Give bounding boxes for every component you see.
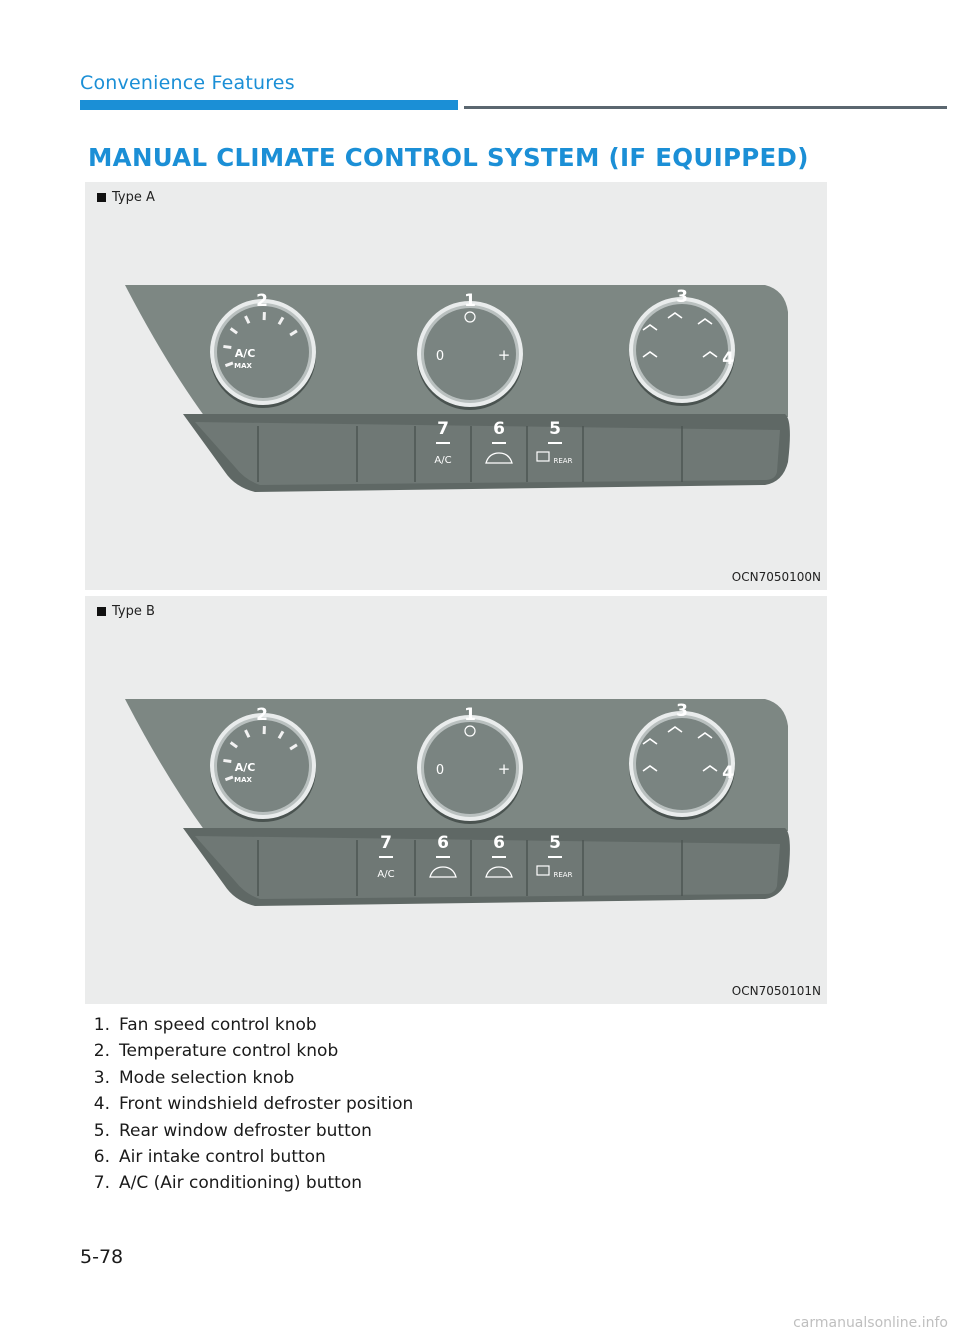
ac-button-label: A/C (377, 869, 395, 880)
callout-number: 7 (437, 419, 449, 439)
list-item: 7. A/C (Air conditioning) button (93, 1173, 363, 1194)
ac-max-label: MAX (234, 362, 252, 370)
temp-scale-mark (223, 760, 231, 761)
list-item: 4. Front windshield defroster position (93, 1094, 414, 1115)
fan-plus-label: + (497, 346, 511, 364)
figure-code: OCN7050100N (731, 570, 821, 584)
list-item: 3. Mode selection knob (93, 1067, 295, 1088)
fan-min-label: 0 (435, 763, 445, 778)
panel-group (125, 699, 790, 906)
panel-group (125, 285, 790, 492)
rear-button-label: REAR (553, 871, 573, 879)
callout-number: 1 (464, 291, 476, 311)
fan-min-label: 0 (435, 349, 445, 364)
callout-number: 2 (256, 705, 268, 725)
ac-button-label: A/C (434, 455, 452, 466)
button-strip (195, 422, 780, 485)
callout-number: 3 (676, 701, 688, 721)
callout-number: 6 (437, 833, 449, 853)
callout-number: 3 (676, 287, 688, 307)
figure-type-b (85, 596, 827, 1004)
callout-number: 4 (722, 763, 734, 783)
list-item: 1. Fan speed control knob (93, 1015, 317, 1035)
figure-label-text: Type B (112, 604, 155, 619)
list-item: 2. Temperature control knob (93, 1041, 339, 1062)
figure-label-text: Type A (112, 190, 155, 205)
component-list (88, 1012, 413, 1197)
button-strip (195, 836, 780, 899)
climate-panel-illustration (85, 182, 827, 590)
callout-number: 1 (464, 705, 476, 725)
callout-number: 6 (493, 419, 505, 439)
page-title: MANUAL CLIMATE CONTROL SYSTEM (IF EQUIPPED) (88, 143, 809, 172)
list-item: 5. Rear window defroster button (93, 1120, 372, 1141)
callout-number: 2 (256, 291, 268, 311)
ac-max-label: MAX (234, 776, 252, 784)
page-number: 5-78 (80, 1246, 124, 1268)
figure-code: OCN7050101N (731, 984, 821, 998)
ac-max-label: A/C (234, 761, 256, 774)
callout-number: 6 (493, 833, 505, 853)
callout-number: 4 (722, 349, 734, 369)
callout-number: 7 (380, 833, 392, 853)
figure-type-a (85, 182, 827, 590)
section-header: Convenience Features (80, 72, 295, 94)
temp-scale-mark (223, 346, 231, 347)
ac-max-label: A/C (234, 347, 256, 360)
fan-plus-label: + (497, 760, 511, 778)
climate-panel-illustration (85, 596, 827, 1004)
callout-number: 5 (549, 419, 561, 439)
watermark: carmanualsonline.info (793, 1315, 948, 1331)
header-rule (464, 106, 947, 109)
list-item: 6. Air intake control button (93, 1147, 326, 1168)
rear-button-label: REAR (553, 457, 573, 465)
header-rule-accent (80, 100, 458, 110)
callout-number: 5 (549, 833, 561, 853)
